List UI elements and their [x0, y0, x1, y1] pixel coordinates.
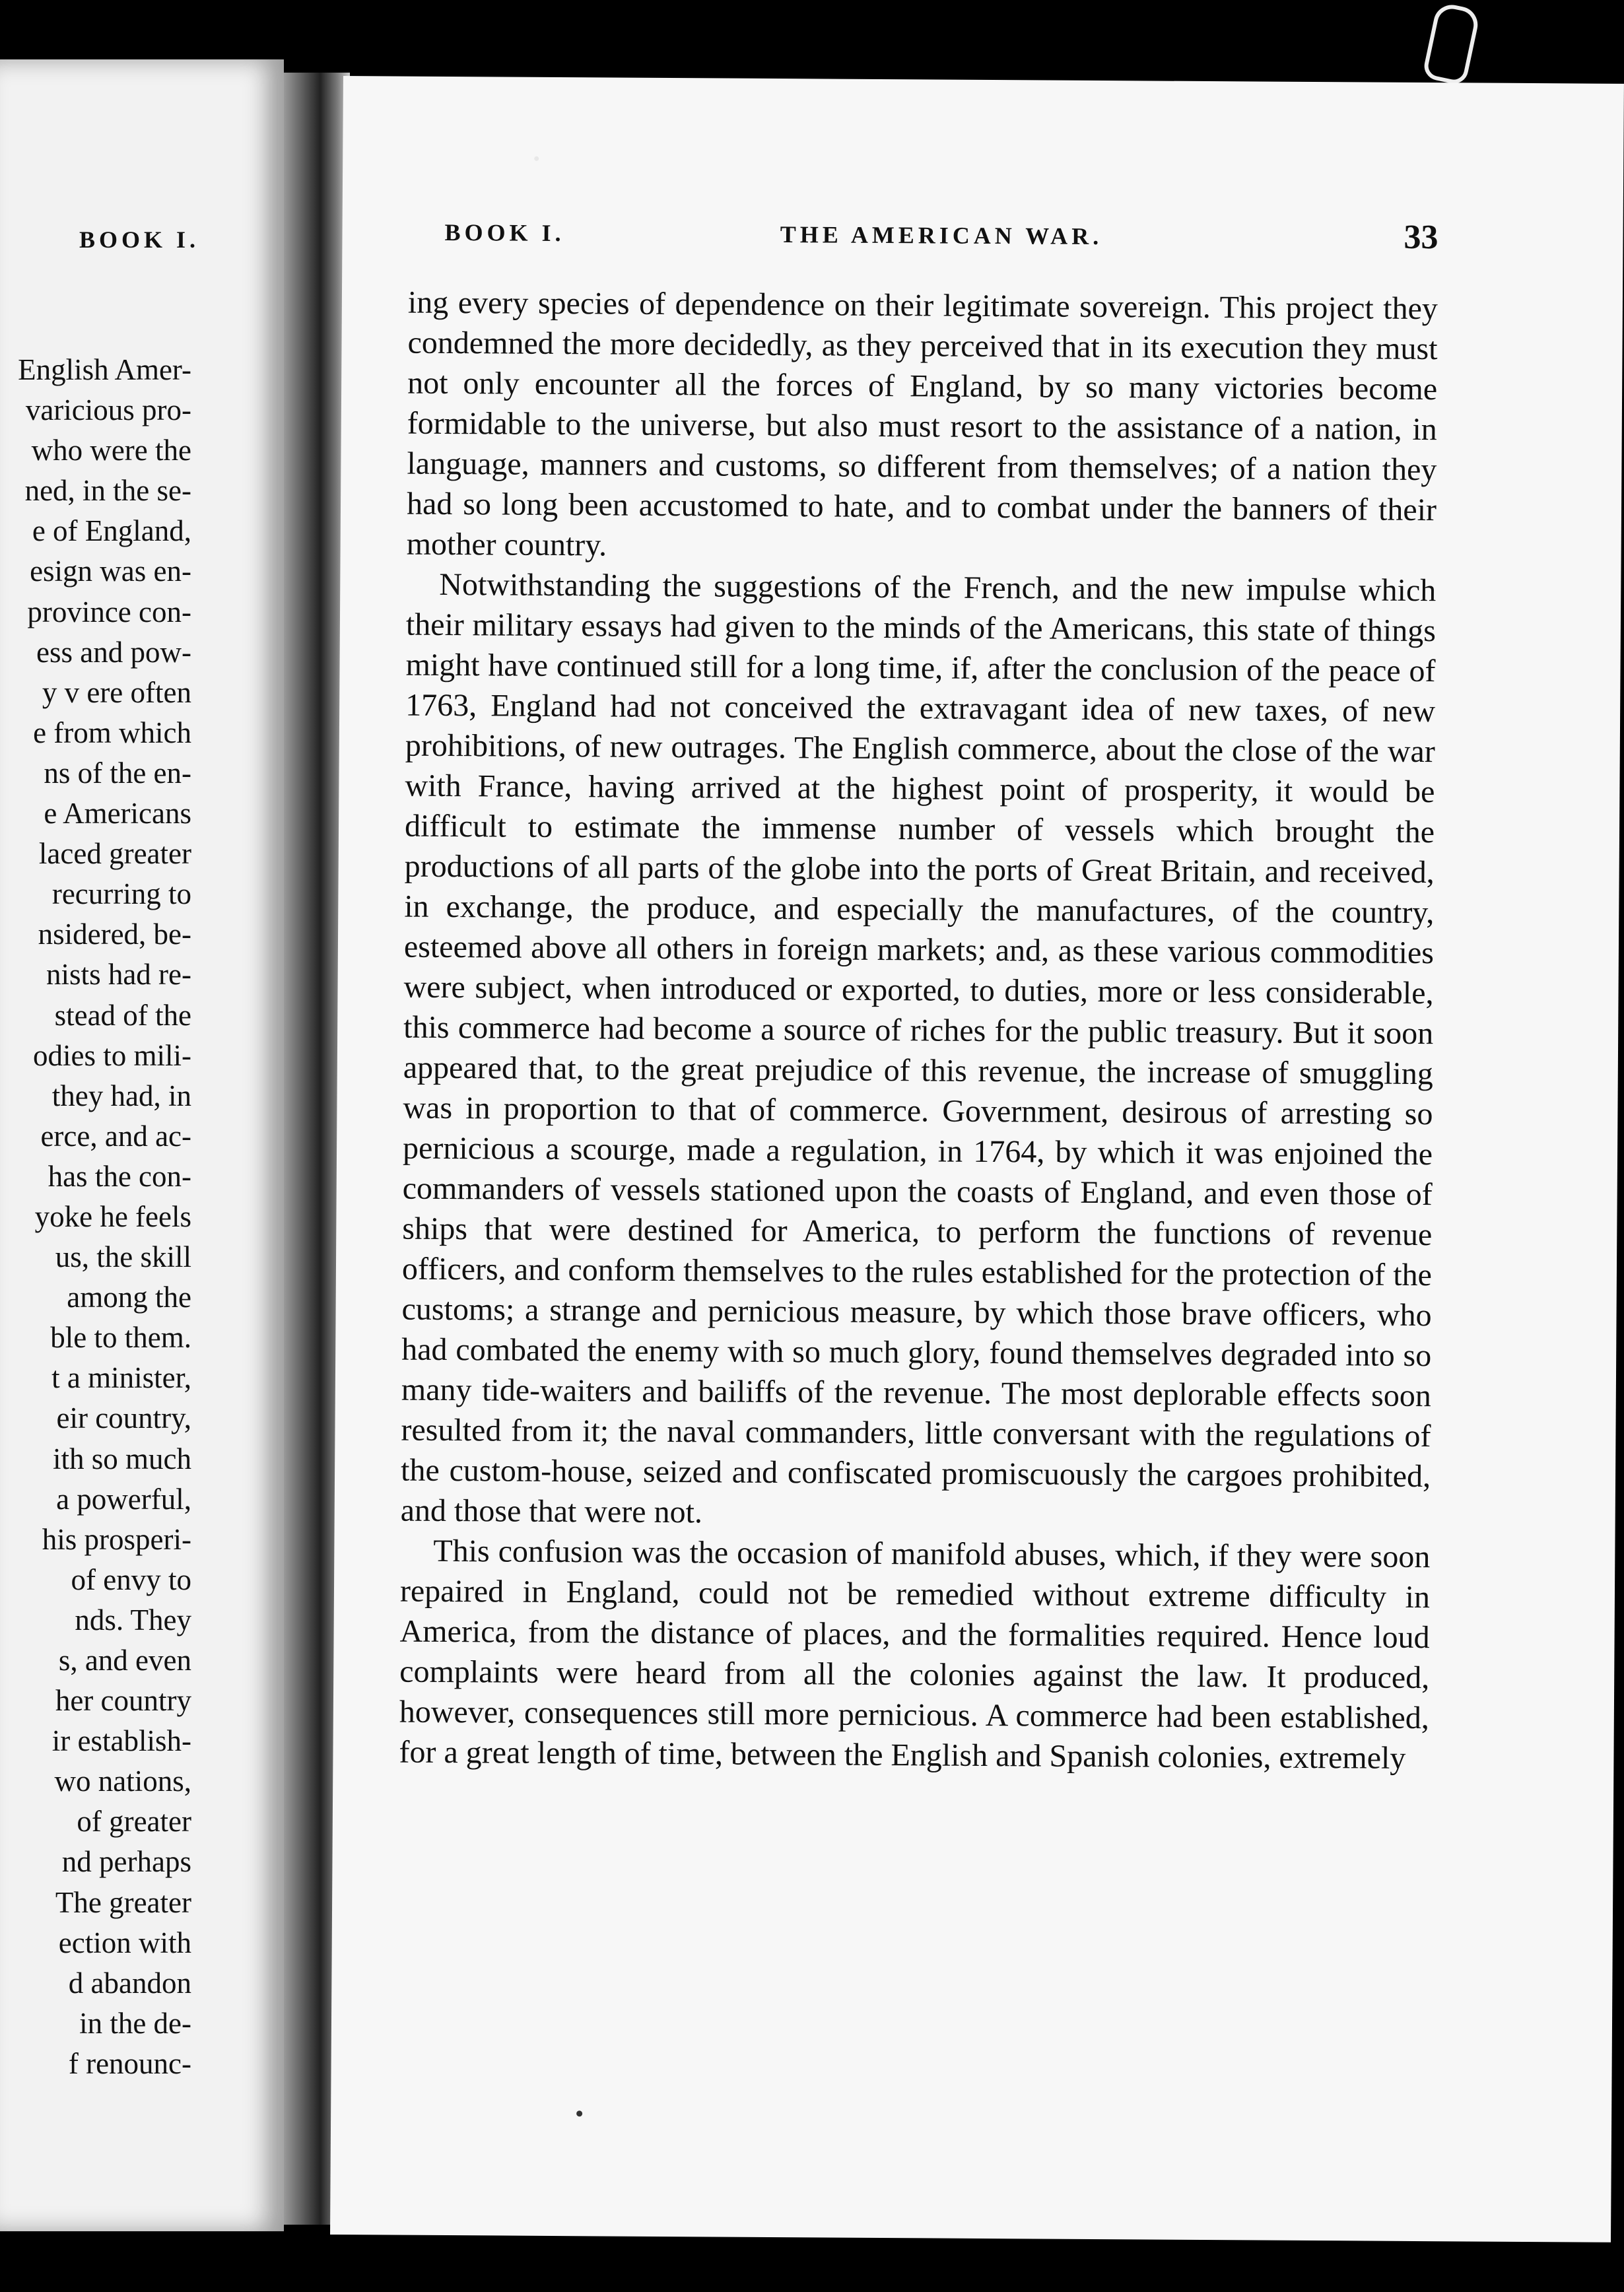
left-page-line: her country	[55, 1684, 191, 1718]
left-page-line: they had, in	[51, 1079, 191, 1112]
page-number: 33	[1404, 218, 1438, 257]
left-page-line: nists had re-	[46, 958, 191, 992]
left-page-line: of greater	[77, 1805, 191, 1838]
left-page-line: of envy to	[71, 1563, 191, 1596]
left-page-line: t a minister,	[51, 1361, 191, 1395]
left-running-head: BOOK I.	[79, 226, 200, 253]
left-page-line: e of England,	[32, 514, 191, 548]
left-page-line: ir establish-	[51, 1724, 191, 1758]
left-page-line: nd perhaps	[61, 1845, 191, 1879]
left-page-line: among the	[67, 1281, 191, 1314]
left-page-line: recurring to	[51, 877, 191, 911]
left-page-line: nsidered, be-	[38, 918, 191, 951]
left-page-line: laced greater	[38, 837, 191, 871]
left-page-line: nds. They	[75, 1603, 191, 1636]
left-page-line: eir country,	[56, 1401, 191, 1435]
left-page-line: The greater	[55, 1885, 191, 1919]
body-text	[399, 283, 1438, 1778]
left-page-line: province con-	[27, 595, 191, 628]
left-page-text	[0, 350, 191, 2084]
left-page-line: s, and even	[58, 1644, 191, 1677]
left-page-line: English Amer-	[18, 353, 191, 386]
left-page-line: ith so much	[53, 1442, 191, 1475]
left-page-line: f renounc-	[68, 2046, 191, 2080]
paragraph: This confusion was the occasion of manifold abuses, which, if they were soon repaired in England, could not be remedied without extreme difficulty in America, from the distance of places, and the formalities required. Hence loud complaints were heard from all the colonies against the law. It produced, however, consequences still more pernicious. A commerce had been established, for a great length of time, between the English and Spanish colonies, extremely	[399, 1533, 1431, 1776]
left-page	[0, 59, 284, 2231]
left-page-line: us, the skill	[55, 1240, 191, 1274]
left-page-line: has the con-	[48, 1159, 191, 1193]
running-head	[444, 219, 1438, 257]
left-page-line: who were the	[31, 434, 191, 467]
left-page-line: a powerful,	[56, 1482, 191, 1516]
left-page-line: ble to them.	[50, 1321, 191, 1355]
paragraph: ing every species of dependence on their legitimate sovereign. This project they condemned the more decidedly, as they perceived that in its execution they must not only encounter all the forces of England, by so many victories become formidable to the universe, but also must resort to the assistance of a nation, in language, manners and customs, so different from themselves; of a nation they had so long been accustomed to hate, and to combat under the banners of their mother country.	[406, 285, 1438, 563]
left-page-line: e Americans	[44, 797, 191, 830]
left-page-line: odies to mili-	[33, 1038, 191, 1072]
left-page-line: ection with	[58, 1926, 191, 1959]
left-page-line: his prosperi-	[42, 1522, 191, 1556]
left-page-line: ned, in the se-	[24, 474, 191, 508]
running-head-book: BOOK I.	[444, 219, 565, 247]
left-page-line: e from which	[33, 716, 191, 749]
left-page-line: ns of the en-	[44, 756, 191, 790]
left-page-line: erce, and ac-	[40, 1119, 191, 1153]
left-page-line: yoke he feels	[34, 1199, 191, 1233]
left-page-line: ess and pow-	[36, 635, 191, 669]
running-head-title: THE AMERICAN WAR.	[780, 221, 1103, 250]
corner-scan-mark	[1422, 1, 1481, 86]
paragraph: Notwithstanding the suggestions of the French, and the new impulse which their military essays had given to the minds of the Americans, this state of things might have continued still for a long time, if, after the conclusion of the peace of 1763, England had not conceived the extravagant idea of new taxes, of new prohibitions, of new outrages. The English commerce, about the close of the war with France, having arrived at the highest point of prosperity, it would be difficult to estimate the immense number of vessels which brought the productions of all parts of the globe into the ports of Great Britain, and received, in exchange, the produce, and especially the manufactures, of the country, esteemed above all others in foreign markets; and, as these various commodities were subject, when introduced or exported, to duties, more or less considerable, this commerce had become a source of riches for the public treasury. But it soon appeared that, to the great prejudice of this revenue, the increase of smuggling was in proportion to that of commerce. Government, desirous of arresting so pernicious a scourge, made a regulation, in 1764, by which it was enjoined the commanders of vessels stationed upon the coasts of England, and even those of ships that were destined for America, to perform the functions of revenue officers, and conform themselves to the rules established for the protection of the customs; a strange and pernicious measure, by which those brave officers, who had combated the enemy with so much glory, found themselves degraded into so many tide-waiters and bailiffs of the revenue. The most deplorable effects soon resulted from it; the naval commanders, little conversant with the regulations of the custom-house, seized and confiscated promiscuously the cargoes prohibited, and those that were not.	[400, 566, 1437, 1530]
paper-speck	[576, 2110, 582, 2116]
left-page-line: d abandon	[68, 1966, 191, 2000]
left-page-line: in the de-	[79, 2006, 191, 2040]
left-page-line: stead of the	[54, 998, 191, 1032]
paper-speck	[534, 156, 539, 161]
left-page-line: wo nations,	[54, 1765, 191, 1798]
left-page-line: varicious pro-	[25, 393, 191, 427]
right-page	[330, 76, 1624, 2242]
left-page-line: y v ere often	[42, 675, 191, 709]
left-page-line: esign was en-	[30, 555, 191, 588]
